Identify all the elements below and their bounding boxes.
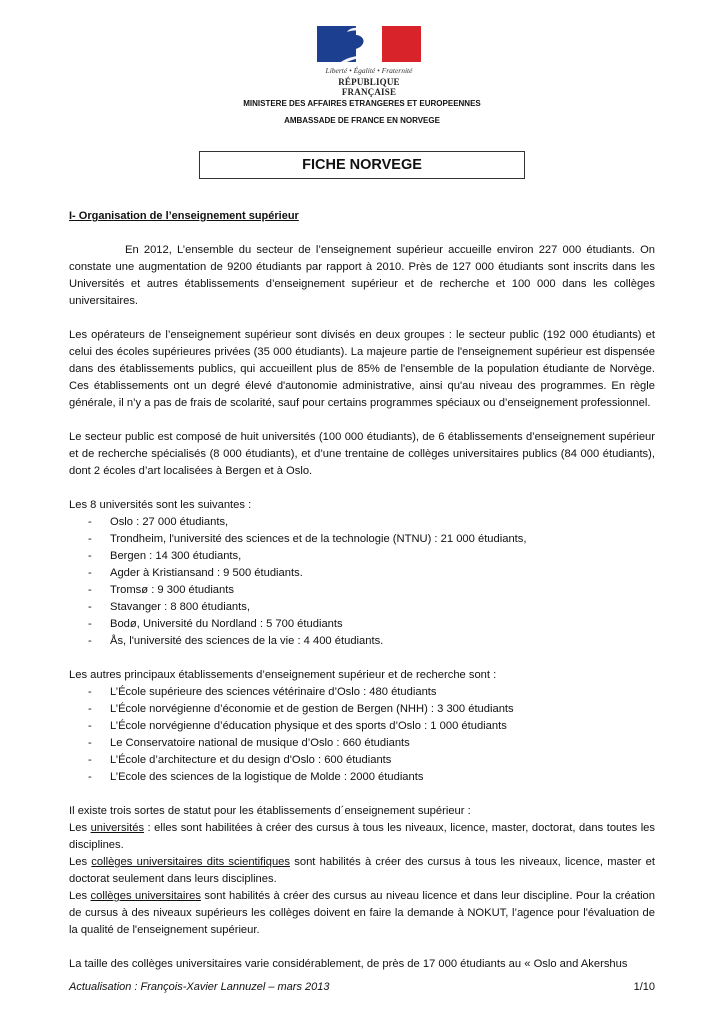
- list-item: - Ås, l'université des sciences de la vie : 4 400 étudiants.: [69, 633, 655, 650]
- republic-text: RÉPUBLIQUE FRANÇAISE: [338, 77, 400, 97]
- republique-francaise-logo: [313, 26, 425, 97]
- page-footer: [69, 981, 655, 993]
- list-item: - L’École norvégienne d’éducation physique et des sports d’Oslo : 1 000 étudiants: [69, 718, 655, 735]
- universities-intro: Les 8 universités sont les suivantes :: [69, 499, 252, 511]
- section-title: I- Organisation de l’enseignement supérieur: [69, 210, 299, 222]
- status-term: collèges universitaires dits scientifiques: [91, 856, 290, 868]
- marianne-profile-icon: [317, 26, 421, 62]
- motto-text: Liberté • Égalité • Fraternité: [325, 66, 413, 75]
- list-item: - L’École norvégienne d’économie et de gestion de Bergen (NHH) : 3 300 étudiants: [69, 701, 655, 718]
- list-item: - Le Conservatoire national de musique d’Oslo : 660 étudiants: [69, 735, 655, 752]
- list-item: - Tromsø : 9 300 étudiants: [69, 582, 655, 599]
- status-universities: Les universités : elles sont habilitées à créer des cursus à tous les niveaux, licence, master, doctorat, dans toutes les disciplines.: [69, 822, 655, 851]
- list-item: - L’Ecole des sciences de la logistique de Molde : 2000 étudiants: [69, 769, 655, 786]
- paragraph-overview: En 2012, L’ensemble du secteur de l’enseignement supérieur accueille environ 227 000 étudiants. On constate une augmentation de 9200 étudiants par rapport à 2010. Près de 127 000 étudiants sont inscrits dans les Universités et autres établissements d’enseignement supérieur et de recherche et 100 000 dans les collèges universitaires.: [69, 244, 655, 307]
- status-intro: Il existe trois sortes de statut pour les établissements d´enseignement supérieur :: [69, 805, 471, 817]
- paragraph-operators: Les opérateurs de l’enseignement supérieur sont divisés en deux groupes : le secteur public (192 000 étudiants) et celui des écoles supérieures privées (35 000 étudiants). La majeure partie de l'enseignement supérieur est dispensée dans des établissements publics, qui accueillent plus de 85% de l'ensemble de la population étudiante de Norvège. Ces établissements ont un degré élevé d'autonomie administrative, ainsi qu'au niveau des programmes. En règle générale, il n’y a pas de frais de scolarité, sauf pour certains programmes spéciaux ou d’enseignement professionnel.: [69, 329, 655, 409]
- document-body: [69, 208, 655, 973]
- list-item: - Agder à Kristiansand : 9 500 étudiants.: [69, 565, 655, 582]
- other-institutions-list: [69, 684, 655, 786]
- paragraph-public-sector: Le secteur public est composé de huit universités (100 000 étudiants), de 6 établissements d’enseignement supérieur et de recherche spécialisés (8 000 étudiants), et d’une trentaine de collèges universitaires publics (84 000 étudiants), dont 2 écoles d’art localisées à Bergen et à Oslo.: [69, 431, 655, 477]
- status-colleges: Les collèges universitaires sont habilités à créer des cursus au niveau licence et dans leur discipline. Pour la création de cursus à des niveaux supérieurs les collèges doivent en faire la demande à NOKUT, l’agence pour l'évaluation de la qualité de l'enseignement supérieur.: [69, 890, 656, 936]
- list-item: - Bodø, Université du Nordland : 5 700 étudiants: [69, 616, 655, 633]
- paragraph-college-size: La taille des collèges universitaires varie considérablement, de près de 17 000 étudiants au « Oslo and Akershus: [69, 958, 628, 970]
- document-title: FICHE NORVEGE: [302, 157, 422, 173]
- list-item: - Oslo : 27 000 étudiants,: [69, 514, 655, 531]
- others-intro: Les autres principaux établissements d’enseignement supérieur et de recherche sont :: [69, 669, 497, 681]
- status-term: universités: [90, 822, 145, 834]
- ministry-heading: MINISTERE DES AFFAIRES ETRANGERES ET EUROPEENNES: [243, 99, 481, 108]
- embassy-heading: AMBASSADE DE FRANCE EN NORVEGE: [284, 116, 440, 125]
- list-item: - L’École d’architecture et du design d'Oslo : 600 étudiants: [69, 752, 655, 769]
- status-term: collèges universitaires: [90, 890, 201, 902]
- status-scientific-colleges: Les collèges universitaires dits scientifiques sont habilités à créer des cursus à tous les niveaux, licence, master et doctorat seulement dans leurs disciplines.: [69, 856, 655, 885]
- universities-list: [69, 514, 655, 650]
- document-title-box: [199, 151, 525, 179]
- list-item: - Bergen : 14 300 étudiants,: [69, 548, 655, 565]
- list-item: - L’École supérieure des sciences vétérinaire d’Oslo : 480 étudiants: [69, 684, 655, 701]
- list-item: - Trondheim, l'université des sciences et de la technologie (NTNU) : 21 000 étudiants,: [69, 531, 655, 548]
- footer-author: Actualisation : François-Xavier Lannuzel – mars 2013: [69, 981, 330, 993]
- page-number: 1/10: [633, 981, 655, 993]
- list-item: - Stavanger : 8 800 étudiants,: [69, 599, 655, 616]
